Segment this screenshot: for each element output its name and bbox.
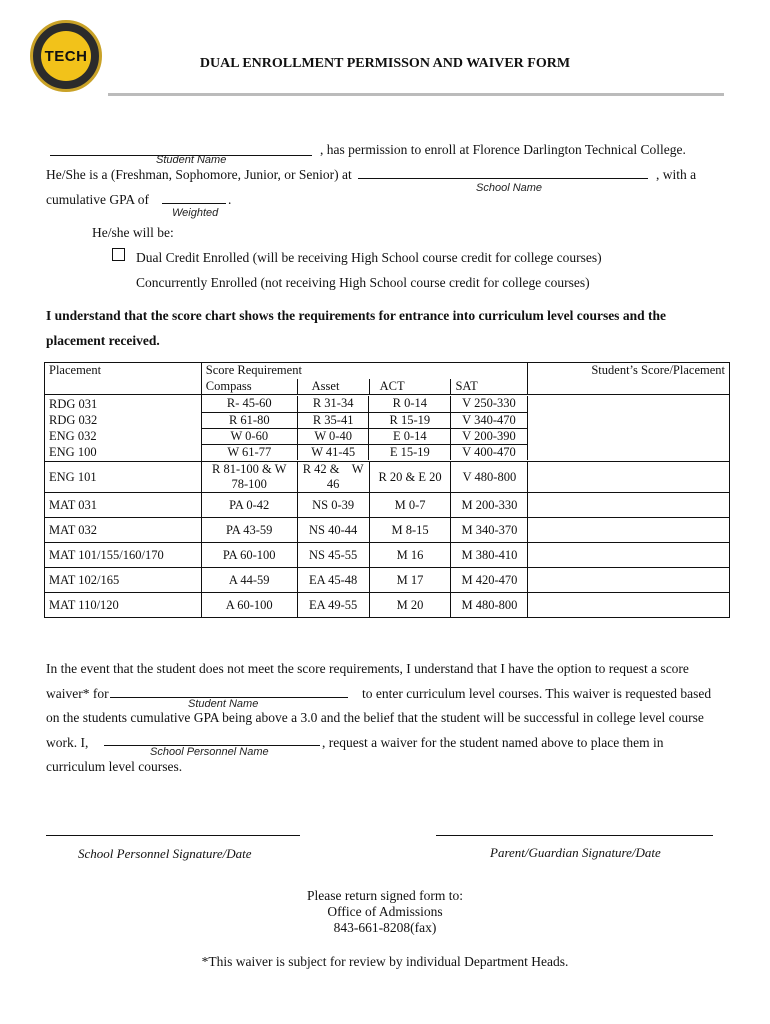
student-score-cell[interactable] <box>528 493 730 518</box>
asset-cell: NS 45-55 <box>297 543 369 568</box>
table-row <box>45 395 730 462</box>
asset-cell: NS 40-44 <box>297 518 369 543</box>
sat-cell: V 250-330 <box>451 396 528 412</box>
group1-score-grid <box>202 396 528 460</box>
return-line3: 843-661-8208(fax) <box>333 920 437 935</box>
logo-text: TECH <box>44 47 88 65</box>
table-header-row <box>45 363 730 379</box>
sat-cell: M 200-330 <box>451 493 528 518</box>
asset-line-b: 46 <box>326 477 340 491</box>
waiver-line5: curriculum level courses. <box>46 759 183 774</box>
sat-cell: M 380-410 <box>451 543 528 568</box>
placement-cell: MAT 032 <box>45 518 202 543</box>
asset-cell: R 35-41 <box>297 412 369 428</box>
compass-line-b: 78-100 <box>231 477 267 491</box>
act-cell: E 15-19 <box>369 444 451 460</box>
sat-cell: V 400-470 <box>451 444 528 460</box>
student-score-cell[interactable] <box>528 568 730 593</box>
student-name-label: Student Name <box>156 154 227 166</box>
return-line2: Office of Admissions <box>327 904 443 919</box>
table-row <box>45 543 730 568</box>
with-a-text: , with a <box>656 167 697 182</box>
placement-cell: MAT 110/120 <box>45 593 202 618</box>
act-cell: M 0-7 <box>369 493 451 518</box>
form-title: DUAL ENROLLMENT PERMISSON AND WAIVER FORM <box>199 56 571 71</box>
student-score-cell[interactable] <box>528 518 730 543</box>
waiver-line4-end: , request a waiver for the student named above to place them in <box>322 735 664 750</box>
permission-text: , has permission to enroll at Florence Darlington Technical College. <box>320 142 686 157</box>
compass-cell: A 60-100 <box>201 593 297 618</box>
waiver-line3: on the students cumulative GPA being above a 3.0 and the belief that the student will be successful in college level course <box>46 710 704 725</box>
placement-cell: MAT 031 <box>45 493 202 518</box>
sat-cell: M 420-470 <box>451 568 528 593</box>
sat-cell: M 480-800 <box>451 593 528 618</box>
school-name-label: School Name <box>476 182 543 194</box>
sat-cell: V 480-800 <box>451 462 528 493</box>
compass-cell: R- 45-60 <box>202 396 298 412</box>
sat-cell: M 340-370 <box>451 518 528 543</box>
act-cell: M 20 <box>369 593 451 618</box>
table-row <box>202 412 528 428</box>
waiver-line2-end: to enter curriculum level courses. This waiver is requested based <box>362 686 712 701</box>
compass-cell <box>201 462 297 493</box>
header-student-score: Student’s Score/Placement <box>528 363 730 379</box>
placement-cell: ENG 032 <box>49 429 97 443</box>
compass-cell: PA 60-100 <box>201 543 297 568</box>
subheader-sat: SAT <box>451 379 528 395</box>
header-placement: Placement <box>45 363 202 379</box>
asset-cell: NS 0-39 <box>297 493 369 518</box>
footnote: *This waiver is subject for review by individual Department Heads. <box>201 954 569 969</box>
act-cell: M 16 <box>369 543 451 568</box>
compass-cell: PA 43-59 <box>201 518 297 543</box>
table-row <box>45 493 730 518</box>
school-name-line[interactable] <box>358 178 648 179</box>
waiver-line4-start: work. I, <box>46 735 89 750</box>
asset-cell: EA 45-48 <box>297 568 369 593</box>
sat-cell: V 200-390 <box>451 428 528 444</box>
waiver-line2-start: waiver* for <box>46 686 109 701</box>
student-score-cell[interactable] <box>528 379 730 395</box>
school-signature-label: School Personnel Signature/Date <box>78 846 252 861</box>
placement-cell: ENG 100 <box>49 445 97 459</box>
act-cell: R 20 & E 20 <box>369 462 451 493</box>
table-subheader-row <box>45 379 730 395</box>
group1-placements <box>45 395 202 462</box>
student-score-cell[interactable] <box>528 395 730 462</box>
class-level-text: He/She is a (Freshman, Sophomore, Junior, or Senior) at <box>46 167 352 182</box>
table-row <box>45 462 730 493</box>
compass-cell: W 0-60 <box>202 428 298 444</box>
table-row <box>202 444 528 460</box>
gpa-text: cumulative GPA of <box>46 192 149 207</box>
placement-cell: RDG 031 <box>49 397 98 411</box>
act-cell: R 15-19 <box>369 412 451 428</box>
compass-cell: W 61-77 <box>202 444 298 460</box>
title-divider <box>108 93 724 96</box>
student-score-cell[interactable] <box>528 543 730 568</box>
compass-cell: R 61-80 <box>202 412 298 428</box>
act-cell: M 17 <box>369 568 451 593</box>
parent-signature-line[interactable] <box>436 835 713 836</box>
table-row <box>45 593 730 618</box>
sat-cell: V 340-470 <box>451 412 528 428</box>
asset-cell: W 41-45 <box>297 444 369 460</box>
asset-line-a: R 42 & W <box>302 462 364 476</box>
subheader-asset: Asset <box>297 379 369 395</box>
gpa-line[interactable] <box>162 203 226 204</box>
personnel-name-label: School Personnel Name <box>150 746 269 758</box>
act-cell: E 0-14 <box>369 428 451 444</box>
header-score-requirement: Score Requirement <box>205 363 302 378</box>
table-row <box>202 396 528 412</box>
group1-scores <box>201 395 528 462</box>
student-score-cell[interactable] <box>528 462 730 493</box>
compass-cell: A 44-59 <box>201 568 297 593</box>
placement-cell: MAT 101/155/160/170 <box>45 543 202 568</box>
student-score-cell[interactable] <box>528 593 730 618</box>
dual-credit-label: Dual Credit Enrolled (will be receiving High School course credit for college courses) <box>136 250 602 265</box>
act-cell: R 0-14 <box>369 396 451 412</box>
table-row <box>202 428 528 444</box>
understand-statement-line1: I understand that the score chart shows the requirements for entrance into curriculum level courses and the <box>46 308 666 323</box>
table-row <box>45 518 730 543</box>
gpa-period: . <box>228 192 232 207</box>
return-line1: Please return signed form to: <box>307 888 463 903</box>
compass-cell: PA 0-42 <box>201 493 297 518</box>
table-row <box>45 568 730 593</box>
waiver-line1: In the event that the student does not meet the score requirements, I understand that I have the option to request a score <box>46 661 689 676</box>
weighted-label: Weighted <box>172 207 219 219</box>
score-requirement-table <box>44 362 730 618</box>
asset-cell: W 0-40 <box>297 428 369 444</box>
asset-cell: EA 49-55 <box>297 593 369 618</box>
concurrent-label: Concurrently Enrolled (not receiving High School course credit for college courses) <box>136 275 590 290</box>
subheader-act: ACT <box>369 379 451 395</box>
placement-cell: MAT 102/165 <box>45 568 202 593</box>
act-cell: M 8-15 <box>369 518 451 543</box>
placement-cell: ENG 101 <box>45 462 202 493</box>
asset-cell: R 31-34 <box>297 396 369 412</box>
asset-cell <box>297 462 369 493</box>
subheader-compass: Compass <box>201 379 297 395</box>
subheader-empty <box>45 379 202 395</box>
waiver-student-name-label: Student Name <box>188 698 259 710</box>
school-signature-line[interactable] <box>46 835 300 836</box>
understand-statement-line2: placement received. <box>46 333 160 348</box>
parent-signature-label: Parent/Guardian Signature/Date <box>490 845 661 860</box>
placement-cell: RDG 032 <box>49 413 98 427</box>
dual-credit-checkbox[interactable] <box>112 248 125 261</box>
will-be-text: He/she will be: <box>92 225 174 240</box>
compass-line-a: R 81-100 & W <box>212 462 287 476</box>
